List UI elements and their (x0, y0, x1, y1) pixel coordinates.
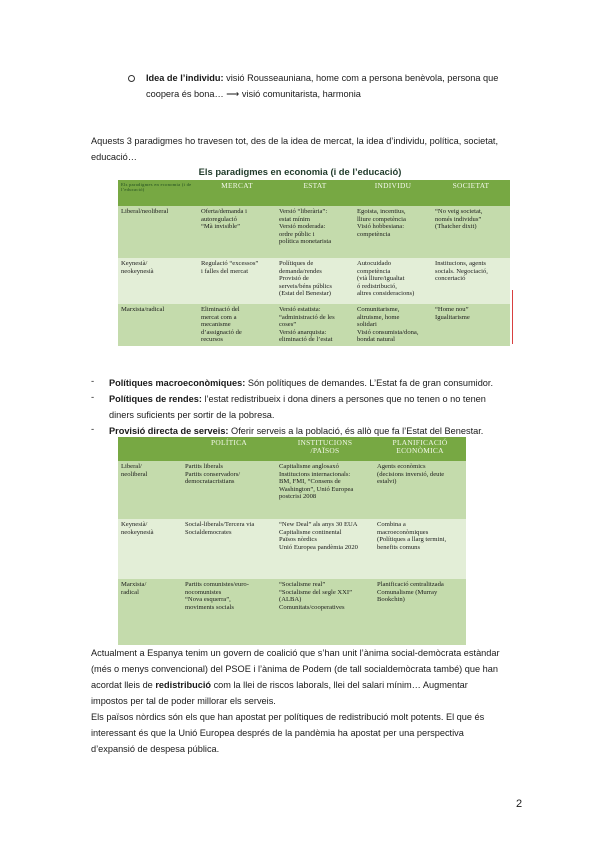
paragraph-2-line2: (més o menys convencional) del PSOE i l’ànima de Podem (de tall socialdemòcrata també) que han (91, 664, 499, 674)
table-1-title: Els paradigmes en economia (i de l’educació) (198, 166, 402, 177)
red-margin-line (512, 290, 513, 344)
table-2-row (118, 461, 466, 519)
table-2-cell: “Socialisme real” “Socialisme del segle XXI” (ALBA) Comunitats/cooperatives (276, 579, 374, 645)
bullet-2-label: Polítiques de rendes: (109, 394, 202, 404)
dash-bullet-icon: - (91, 392, 95, 403)
bullet-3-text: Oferir serveis a la població, és allò que fa l’Estat del Benestar. (228, 426, 484, 436)
table-2-header: PLANIFICACIÓ ECONÒMICA (374, 437, 466, 461)
paragraph-2-line4: impostos per tal de poder millorar els serveis. (91, 696, 276, 706)
paragraph-2-line3-end: com la llei de riscos laborals, llei del salari mínim… Augmentar (211, 680, 468, 690)
table-2-cell: Partits comunistes/euro- nocomunistes “Nova esquerra”, moviments socials (182, 579, 276, 645)
paragraph-2-line1: Actualment a Espanya tenim un govern de coalició que s’han unit l’ànima social-demòcrata estàndar (91, 648, 500, 658)
intro-bullet-text: visió Rousseauniana, home com a persona benèvola, persona que (223, 73, 499, 83)
intro-bullet (146, 70, 536, 86)
intro-bullet-label: Idea de l’individu: (146, 73, 224, 83)
table-2-header: POLÍTICA (182, 437, 276, 461)
table-1-cell: Eliminació del mercat com a mecanisme d’assignació de recursos (198, 304, 276, 346)
table-2-cell: Planificació centralitzada Comunalisme (Murray Bookchin) (374, 579, 466, 645)
bullet-circle-icon (128, 75, 135, 82)
table-1-cell: Versió estatista: “administració de les coses” Versió anarquista: eliminació de l’estat (276, 304, 354, 346)
table-1-cell: Institucions, agents socials. Negociació, concertació (432, 258, 510, 304)
table-1-cell: “No veig societat, només individus” (Thatcher dixit) (432, 206, 510, 258)
table-1-row (118, 206, 510, 258)
table-2-header: INSTITUCIONS /PAÏSOS (276, 437, 374, 461)
table-1-row-label: Marxista/radical (118, 304, 198, 346)
paragraph-2-line3-start: acordat lleis de (91, 680, 156, 690)
bullet-2 (109, 391, 529, 407)
bullet-2-text: l’estat redistribueix i dona diners a persones que no tenen o no tenen (201, 394, 486, 404)
bullet-2-line2: diners suficients per sortir de la pobresa. (109, 410, 275, 420)
table-2-cell: Social-liberals/Tercera via Socialdemocrates (182, 519, 276, 579)
paragraph-3-line2: interessant és que la Unió Europea després de la pandèmia ha apostat per una perspectiva (91, 728, 464, 738)
table-1-cell: Autocuidado competència (vià lliure/igualtat ó redistribució, altres consideracions) (354, 258, 432, 304)
table-2-row (118, 579, 466, 645)
intro-bullet-line2: coopera és bona… ⟶ visió comunitarista, harmonia (146, 89, 361, 99)
table-1-row (118, 304, 510, 346)
table-1-row-label: Liberal/neoliberal (118, 206, 198, 258)
table-1-header: SOCIETAT (432, 180, 510, 206)
table-2-row (118, 519, 466, 579)
table-1-row (118, 258, 510, 304)
paragraph-2-bold-word: redistribució (155, 680, 212, 690)
bullet-3-label: Provisió directa de serveis: (109, 426, 229, 436)
table-1-cell: Comunitarisme, altruisme, home solidari Visió consumista/dona, bondat natural (354, 304, 432, 346)
table-1-row-label: Keynesià/ neokeynesià (118, 258, 198, 304)
dash-bullet-icon: - (91, 376, 95, 387)
paragraph-1-line2: educació… (91, 152, 137, 162)
table-1-header: MERCAT (198, 180, 276, 206)
bullet-1-text: Són polítiques de demandes. L’Estat fa de gran consumidor. (245, 378, 494, 388)
dash-bullet-icon: - (91, 424, 95, 435)
table-1-header-row (118, 180, 510, 206)
table-1-header: INDIVIDU (354, 180, 432, 206)
table-1-cell: “Home nou” Igualitarisme (432, 304, 510, 346)
paragraph-1-line1: Aquests 3 paradigmes ho travesen tot, des de la idea de mercat, la idea d’individu, política, societat, (91, 136, 499, 146)
table-2-header (118, 437, 182, 461)
table-2-cell: Agents econòmics (decisions inversió, deute estalvi) (374, 461, 466, 519)
page-number: 2 (516, 798, 523, 810)
table-1-header: ESTAT (276, 180, 354, 206)
institutions-table (118, 437, 466, 645)
paragraph-3-line3: d’expansió de despesa pública. (91, 744, 220, 754)
table-2-row-label: Liberal/ neoliberal (118, 461, 182, 519)
table-1-cell: Polítiques de demanda/rendes Provisió de serveis/béns públics (Estat del Benestar) (276, 258, 354, 304)
table-2-cell: Partits liberals Partits conservadors/ democratacristians (182, 461, 276, 519)
table-2-cell: Capitalisme anglosaxó Institucions internacionals: BM, FMI, “Consens de Washington”, Unió Europea postcrisi 2008 (276, 461, 374, 519)
table-2-cell: Combina a macroeconòmiques (Polítiques a llarg termini, benefits comuns (374, 519, 466, 579)
table-2-cell: “New Deal” als anys 30 EUA Capitalisme continental Països nòrdics Unió Europea pandèmia 2020 (276, 519, 374, 579)
paragraph-3-line1: Els països nòrdics són els que han apostat per polítiques de redistribució molt potents. El que és (91, 712, 485, 722)
table-1-cell: Egoista, incentius, lliure competència Visió hobbesiana: competència (354, 206, 432, 258)
paradigms-table (118, 180, 510, 346)
table-1-cell: Oferta/demanda i autoregulació “Mà invisible” (198, 206, 276, 258)
table-1-cell: Versió “liberària”: estat mínim Versió moderada: ordre públic i política monetarista (276, 206, 354, 258)
table-1-corner: Els paradigmes en economia (i de l’educació) (118, 180, 198, 206)
bullet-1 (109, 375, 529, 391)
paragraph-2-line3 (91, 677, 525, 693)
bullet-1-label: Polítiques macroeconòmiques: (109, 378, 246, 388)
table-2-row-label: Keynesià/ neokeynesià (118, 519, 182, 579)
table-2-header-row (118, 437, 466, 461)
table-1-cell: Regulació “excessos” i falles del mercat (198, 258, 276, 304)
table-2-row-label: Marxista/ radical (118, 579, 182, 645)
